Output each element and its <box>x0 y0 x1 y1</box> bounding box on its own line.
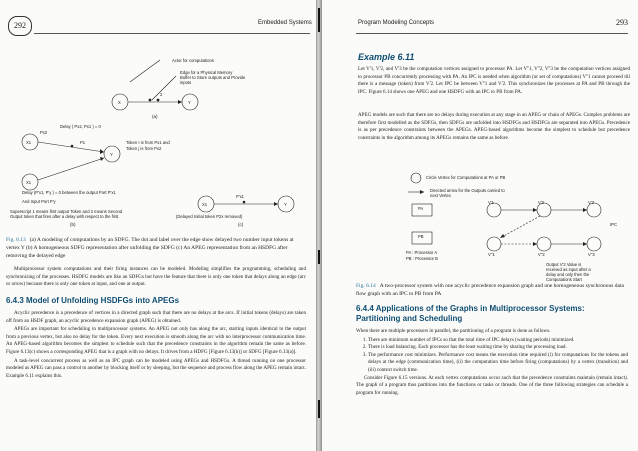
list-item: 1. There are minimum number of IPCs so that the total time of IPC delays (waiting periods) minimized. <box>368 337 628 345</box>
fig-a-y-label: Y <box>188 100 191 105</box>
paragraph: APEG models are such that there are no delays during execution at any stage in an APEG or chain of APEGs. Complex problems are therefore first modelled as the SDFGs, then SDFGs are unfolded into HSDFGs and HSDFGs are separated into APEGs. Precedence is as per precedence constraints between the APEGs. APEG-based algorithms become the simplest to schedule but precedence constraints in the algorithm among its APEGs remains the same as before. <box>358 112 630 141</box>
figure-caption-6-14 <box>356 282 630 298</box>
fig-b-token-x2: Token j is from Px2 <box>126 146 162 151</box>
gutter-mark <box>318 8 320 32</box>
ipc-arrow <box>500 216 540 238</box>
fig-c-label: (c) <box>238 222 244 227</box>
fig-b-y-label: Y <box>110 152 113 157</box>
figure-6-13 <box>0 36 316 236</box>
paragraph: APEGs are important for scheduling in multiprocessor systems. An APEG not only has along the arc, starting inputs identical to the output from a previous vertex, but also no delay for the token. Every next execution is smooth along the arc with no interprocessor communication time. An APEG-based algorithm becomes the simplest to schedule such that the precedence constraints in the algorithm remain the same as before. Figure 6.13(c) shows a corresponding APEG that is a graph with no delays. It drives from a HDFG [Figure 6.13(b)] or SDFG [Figure 6.13(a)]. <box>6 326 306 355</box>
fig-b-superscript-1: Superscript 1 means first output Token and 2 means Second <box>10 209 123 214</box>
legend-circle-vertex <box>411 173 421 183</box>
figure-6-14 <box>322 170 638 280</box>
fig-b-px2-label: Px2 <box>40 130 48 135</box>
vertex-v2 <box>537 203 551 217</box>
vertex-vb1 <box>487 237 501 251</box>
actor-pointer <box>130 60 160 82</box>
fig-c-delay-note: (Delayed Initial token P2x removed) <box>176 214 243 219</box>
partition-list <box>356 337 628 375</box>
vertex-vb2 <box>537 237 551 251</box>
left-page <box>0 0 316 451</box>
caption-text: (a) A modeling of computations by an SDFG. The dot and label over the edge show delayed two number input tokens at vertex Y (b) A homogeneous SDFG representation after unfolding the SDFG (c) An APEG representation from an HSDFG after removing the delayed edge <box>6 237 294 259</box>
paragraph-multiprocessor <box>6 266 306 290</box>
page-number-left: 292 <box>8 16 32 36</box>
figure-caption-6-13 <box>6 236 306 260</box>
pa-key: PA : Processor A <box>406 250 438 255</box>
fig-b-superscript-2: Output token that fires after a delay with respect to the first <box>10 214 119 219</box>
edge-label-3: inputs <box>180 80 192 85</box>
example-title: Example 6.11 <box>358 52 415 62</box>
caption-tag: Fig. 6.13 <box>6 237 26 243</box>
fig-a-label: (a) <box>152 114 158 119</box>
section-body-6-4-4 <box>356 328 628 398</box>
fig-c-y-label: Y <box>284 202 287 207</box>
running-head-left: Embedded Systems <box>258 20 312 26</box>
fig-a-edge-token: 2 <box>160 92 163 97</box>
pb-label: PB <box>418 234 424 239</box>
edge-label-2: Buffer to Store outputs and Provide <box>180 75 246 80</box>
vb2-label: V''2 <box>538 252 545 257</box>
right-page <box>322 0 638 451</box>
paragraph: Multiprocessor system computations and their firing instances can be modeled. Modeling simplifies the programming, scheduling and synchronizing of the processes. HSDFG models are like an SDFGs but have the feature that there is only one token that delays along an edge (arc or arrow) because there is only one token at input, and one at output. <box>6 266 306 288</box>
fig-b-x1-lower-label: X1 <box>26 180 32 185</box>
paragraph: When there are multiple processors in parallel, the partitioning of a program is done as follows. <box>356 328 551 334</box>
output-note-4: Computations Start <box>546 277 582 282</box>
section-title-6-4-4: 6.4.4 Applications of the Graphs in Multiprocessor Systems: Partitioning and Scheduling <box>356 304 585 323</box>
legend-circle-text: Circle Vertex for Computations at PA or PB <box>426 175 506 180</box>
fig-a-x-label: X <box>118 100 121 105</box>
paragraph: Consider Figure 6.15 versions. At each vertex computations occur such that the precedence constraints maintain (remain intact). The graph of a program thus partitions into the functions or tasks or threads. One of the three following strategies can schedule a program for running. <box>356 374 628 396</box>
header-rule-right <box>356 33 628 34</box>
example-body <box>358 66 630 97</box>
paragraph: A task-level concurrent process as well as an IPC graph can be modeled using APEGs and HSDFGs. A thread running on one processor modeled as APEG can pass a control to another by blocking itself or by sleeping, but the sequence and process flow along the APEG remain intact. Example 6.11 explains this. <box>6 357 306 379</box>
edge-label-1: Edge for a Physical Memory <box>180 70 233 75</box>
gutter-mark <box>318 250 320 264</box>
apeg-paragraph <box>358 112 630 143</box>
list-item: 2. There is load balancing. Each processor has the least waiting time by sharing the processing load. <box>368 344 628 352</box>
vertex-v3 <box>587 203 601 217</box>
vertex-v1 <box>487 203 501 217</box>
fig-b-delay2: Delay (P'x1, P'y ) = 0 between the output Port P'x1 <box>22 190 116 195</box>
fig-b-token-x1: Token I is from Px1 and <box>126 140 170 145</box>
fig-b-p1-label: P1 <box>80 140 86 145</box>
list-item: 3. The performance cost minimizes. Performance cost means the execution time required (i) for computations for the tokens and delays at the edge (communication time), (ii) the computation time before firing (computations) by a vertex (transition) and (iii) context switch time. <box>368 352 628 375</box>
v1-label: V'1 <box>488 200 494 205</box>
output-note-3: delay and only then the <box>546 272 590 277</box>
vb1-label: V''1 <box>488 252 495 257</box>
fig-b-label: (b) <box>70 222 76 227</box>
section-title-6-4-3: 6.4.3 Model of Unfolding HSDFGs into APEGs <box>6 296 180 305</box>
caption-tag: Fig. 6.14 <box>356 283 376 289</box>
fig-b-input-port: And Input Port P'y <box>22 199 56 204</box>
paragraph: Let V'1, V'2, and V'3 be the computation vertices assigned to processor PA. Let V''1, V''2, V''3 be the computation vertices assigned to processor PB concurrently processing with PA. An IPC is needed when algorithm (or set of computations) V''1 cannot proceed till there is a message (token) from V'2. Let IPC be between V''1 and V'2. This synchronizes the processes at PA and PB through the IPC. Figure 6.14 shows one APEG and one HSDFG with an IPC to PB from PA. <box>358 66 630 95</box>
legend-arrow-text-1: Directed arrow for the Outputs carried to <box>430 188 505 193</box>
page-number-right: 293 <box>616 18 628 27</box>
pb-key: PB : Processor B <box>406 256 438 261</box>
section-body-6-4-3 <box>6 310 306 381</box>
actor-label: Actor for computations <box>172 58 214 63</box>
fig-b-x1-label: X1 <box>26 140 32 145</box>
paragraph: Acyclic precedence is a precedence of vertices in a directed graph such that there are no delays at the arcs. If initial tokens (delays) are taken off from an HSDF graph, an acyclic precedence expansion graph (APEG) is obtained. <box>6 310 306 324</box>
legend-arrow-text-2: next Vertex <box>430 193 451 198</box>
caption-text: A two-processor system with one acyclic precedence expansion graph and one homogeneous synchronous data flow graph with an IPC to PB from PA <box>356 283 624 297</box>
edge-pointer <box>152 76 176 100</box>
output-note-1: Output V'2 Value is <box>546 262 582 267</box>
fig-c-token-label: P'x1 <box>236 194 245 199</box>
vb3-label: V''3 <box>588 252 595 257</box>
vertex-vb3 <box>587 237 601 251</box>
ipc-label: IPC <box>610 222 617 227</box>
output-note-2: received as input after a <box>546 267 591 272</box>
gutter-mark <box>318 400 320 418</box>
running-head-right: Program Modeling Concepts <box>358 20 435 26</box>
pa-label: PA <box>418 206 424 211</box>
header-rule-left <box>34 33 310 34</box>
fig-c-x1-label: X1 <box>202 202 208 207</box>
v2-label: V'2 <box>538 200 544 205</box>
v3-label: V'3 <box>588 200 594 205</box>
fig-b-delay-label: Delay ( Px2, Px1 ) = 0 <box>60 124 101 129</box>
